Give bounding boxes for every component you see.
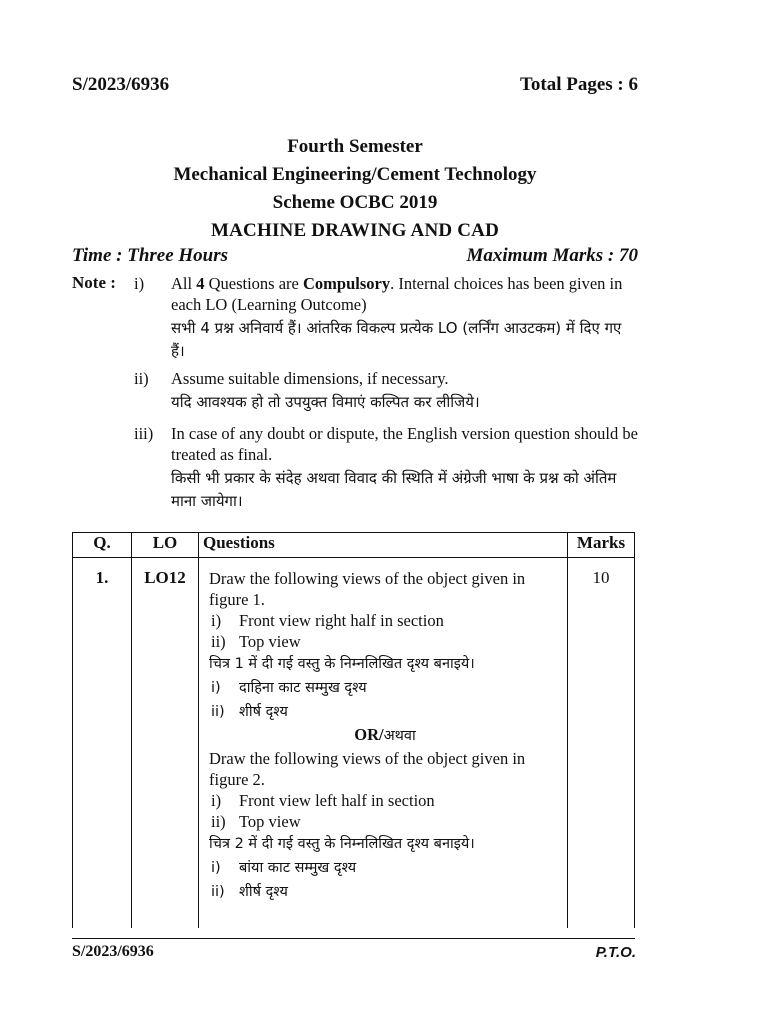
- header-marks: Marks: [568, 533, 635, 558]
- header-questions: Questions: [199, 533, 568, 558]
- paper-code: S/2023/6936: [72, 74, 170, 95]
- part-b-sub-2: ii) Top view: [211, 812, 301, 831]
- question-marks: 10: [568, 558, 635, 929]
- part-a-hi-sub-2: ii) शीर्ष दृश्य: [211, 704, 288, 720]
- part-b-hi: चित्र 2 में दी गई वस्तु के निम्नलिखित दृश्य बनाइये।: [209, 836, 475, 852]
- please-turn-over: P.T.O.: [595, 944, 636, 961]
- table-row: [73, 558, 635, 929]
- part-b-hi-sub-1: i) बांया काट सम्मुख दृश्य: [211, 860, 357, 876]
- note-text-en: Assume suitable dimensions, if necessary.: [171, 369, 449, 388]
- header-lo: LO: [132, 533, 199, 558]
- branch-title: Mechanical Engineering/Cement Technology: [173, 164, 537, 185]
- scheme-title: Scheme OCBC 2019: [272, 192, 438, 213]
- part-a-en: Draw the following views of the object given in figure 1.: [209, 569, 526, 609]
- footer-code: S/2023/6936: [72, 943, 154, 960]
- note-number: ii): [134, 369, 149, 388]
- question-text: [199, 558, 568, 929]
- part-a-hi-sub-1: i) दाहिना काट सम्मुख दृश्य: [211, 680, 367, 696]
- footer-rule: [72, 938, 635, 939]
- part-a-sub-2: ii) Top view: [211, 632, 301, 651]
- subject-title: MACHINE DRAWING AND CAD: [210, 220, 500, 241]
- part-b-en: Draw the following views of the object given in figure 2.: [209, 749, 526, 789]
- note-label: Note :: [72, 273, 116, 292]
- note-text-hi: सभी 4 प्रश्न अनिवार्य हैं। आंतरिक विकल्प प्रत्येक LO (लर्निंग आउटकम) में दिए गए हैं।: [171, 319, 622, 360]
- question-number: 1.: [73, 558, 132, 929]
- or-separator: OR/अथवा: [354, 725, 416, 744]
- exam-time: Time : Three Hours: [72, 245, 229, 266]
- note-text-en: In case of any doubt or dispute, the English version question should be treated as final.: [171, 424, 638, 464]
- note-text-en: All 4 Questions are Compulsory. Internal choices has been given in each LO (Learning Outcome): [171, 274, 623, 314]
- part-b-hi-sub-2: ii) शीर्ष दृश्य: [211, 884, 288, 900]
- table-header-row: [73, 533, 635, 558]
- learning-outcome: LO12: [132, 558, 199, 929]
- semester-title: Fourth Semester: [287, 136, 423, 157]
- note-item-3: [134, 423, 639, 513]
- total-pages: Total Pages : 6: [519, 74, 638, 95]
- note-item-2: [134, 368, 639, 414]
- note-text-hi: यदि आवश्यक हो तो उपयुक्त विमाएं कल्पित कर लीजिये।: [171, 393, 480, 411]
- note-number: iii): [134, 424, 154, 443]
- part-a-hi: चित्र 1 में दी गई वस्तु के निम्नलिखित दृश्य बनाइये।: [209, 656, 475, 672]
- note-text-hi: किसी भी प्रकार के संदेह अथवा विवाद की स्थिति में अंग्रेजी भाषा के प्रश्न को अंतिम माना जायेगा।: [171, 469, 617, 510]
- part-a-sub-1: i) Front view right half in section: [211, 611, 444, 630]
- maximum-marks: Maximum Marks : 70: [466, 245, 638, 266]
- title-block: [70, 133, 640, 245]
- header-q: Q.: [73, 533, 132, 558]
- note-number: i): [134, 274, 145, 293]
- part-b-sub-1: i) Front view left half in section: [211, 791, 435, 810]
- note-item-1: [134, 273, 639, 363]
- questions-table: [72, 532, 635, 928]
